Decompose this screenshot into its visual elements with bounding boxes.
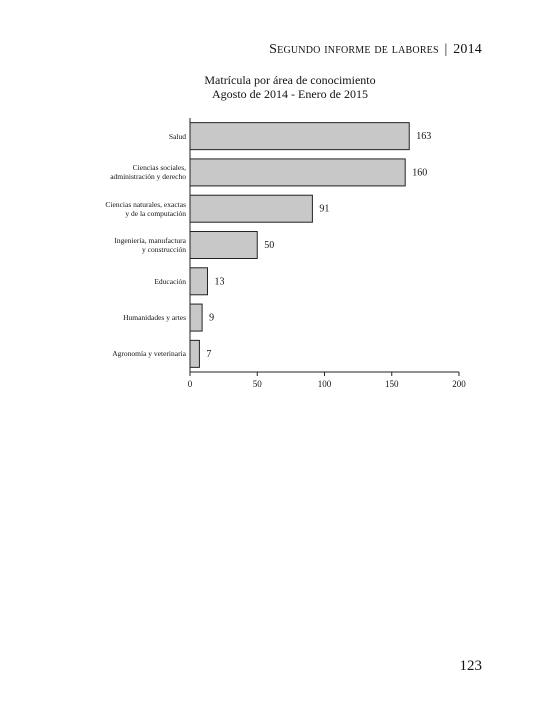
category-label: Ingeniería, manufactura y construcción bbox=[114, 236, 186, 254]
bar-value-label: 160 bbox=[412, 167, 428, 179]
x-tick-label: 100 bbox=[317, 379, 332, 389]
category-label: Salud bbox=[168, 131, 186, 141]
bar bbox=[190, 340, 199, 367]
x-tick-label: 150 bbox=[385, 379, 399, 389]
header-separator: | bbox=[444, 42, 448, 57]
category-label: Humanidades y artes bbox=[123, 313, 186, 323]
chart-subtitle: Agosto de 2014 - Enero de 2015 bbox=[212, 87, 368, 101]
header-title: Segundo informe de labores bbox=[269, 42, 439, 57]
bar bbox=[190, 304, 202, 331]
bar bbox=[190, 268, 207, 295]
bar bbox=[190, 159, 405, 186]
bar bbox=[190, 232, 257, 259]
category-label: Ciencias sociales, administración y derecho bbox=[110, 163, 186, 182]
bar-value-label: 50 bbox=[264, 240, 275, 251]
bar-value-label: 91 bbox=[319, 203, 330, 215]
bar-value-label: 7 bbox=[206, 348, 212, 360]
chart-title: Matrícula por área de conocimiento bbox=[204, 73, 376, 87]
page-number: 123 bbox=[459, 658, 482, 674]
header-year: 2014 bbox=[453, 42, 482, 57]
x-tick-label: 50 bbox=[252, 379, 262, 389]
category-label: Ciencias naturales, exactas y de la computación bbox=[105, 199, 186, 218]
x-tick-label: 0 bbox=[187, 379, 193, 389]
bar-value-label: 9 bbox=[209, 312, 215, 324]
bar bbox=[190, 195, 312, 222]
category-label: Agronomía y veterinaria bbox=[112, 349, 186, 359]
x-tick-label: 200 bbox=[452, 379, 466, 389]
bar bbox=[190, 123, 409, 150]
bar-value-label: 13 bbox=[214, 276, 225, 288]
bar-value-label: 163 bbox=[416, 131, 432, 143]
category-label: Educación bbox=[154, 276, 186, 286]
